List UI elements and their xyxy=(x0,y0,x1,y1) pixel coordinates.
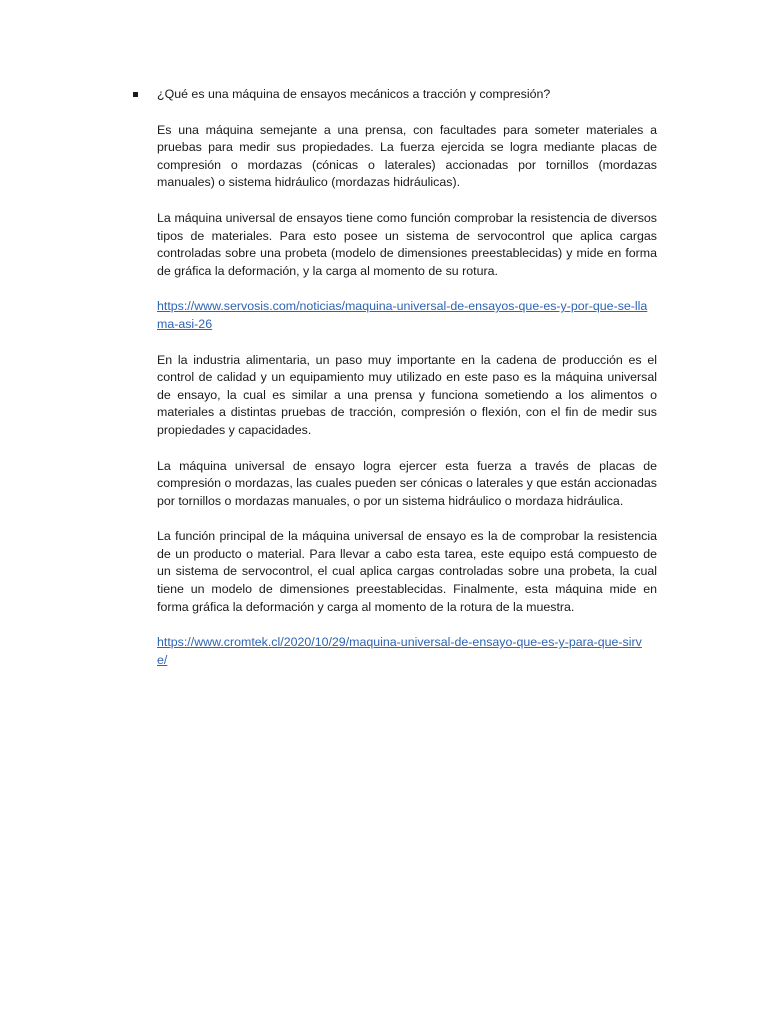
paragraph-main-function: La función principal de la máquina universal de ensayo es la de comprobar la resistencia de un producto o material. Para llevar a cabo esta tarea, este equipo está compuesto de un sistema de servocontrol, el cual aplica cargas controladas sobre una probeta, la cual tiene un modelo de dimensiones preestablecidas. Finalmente, esta máquina mide en forma gráfica la deformación y carga al momento de la rotura de la muestra. xyxy=(157,529,657,614)
paragraph-force: La máquina universal de ensayo logra ejercer esta fuerza a través de placas de compresión o mordazas, las cuales pueden ser cónicas o laterales y que están accionadas por tornillos o mordazas manuales, o por un sistema hidráulico o mordaza hidráulica. xyxy=(157,458,657,508)
source-link-servosis[interactable]: https://www.servosis.com/noticias/maquina-universal-de-ensayos-que-es-y-por-que-se-llama-asi-26 xyxy=(157,299,648,331)
paragraph-definition: Es una máquina semejante a una prensa, con facultades para someter materiales a pruebas para medir sus propiedades. La fuerza ejercida se logra mediante placas de compresión o mordazas (cónicas o laterales) accionadas por tornillos (mordazas manuales) o sistema hidráulico (mordazas hidráulicas). xyxy=(157,122,657,190)
question-heading xyxy=(157,86,657,104)
document-body xyxy=(157,86,657,687)
square-bullet-icon xyxy=(133,92,138,97)
paragraph-function: La máquina universal de ensayos tiene como función comprobar la resistencia de diversos tipos de materiales. Para esto posee un sistema de servocontrol que aplica cargas controladas sobre una probeta (modelo de dimensiones preestablecidas) y mide en forma de gráfica la deformación, y la carga al momento de su rotura. xyxy=(157,210,657,278)
paragraph-food-industry: En la industria alimentaria, un paso muy importante en la cadena de producción es el control de calidad y un equipamiento muy utilizado en este paso es la máquina universal de ensayo, la cual es similar a una prensa y funciona sometiendo a los alimentos o materiales a distintas pruebas de tracción, compresión o flexión, con el fin de medir sus propiedades y capacidades. xyxy=(157,352,657,437)
source-link-cromtek[interactable]: https://www.cromtek.cl/2020/10/29/maquina-universal-de-ensayo-que-es-y-para-que-sirve/ xyxy=(157,635,642,667)
question-text: ¿Qué es una máquina de ensayos mecánicos a tracción y compresión? xyxy=(157,87,551,101)
